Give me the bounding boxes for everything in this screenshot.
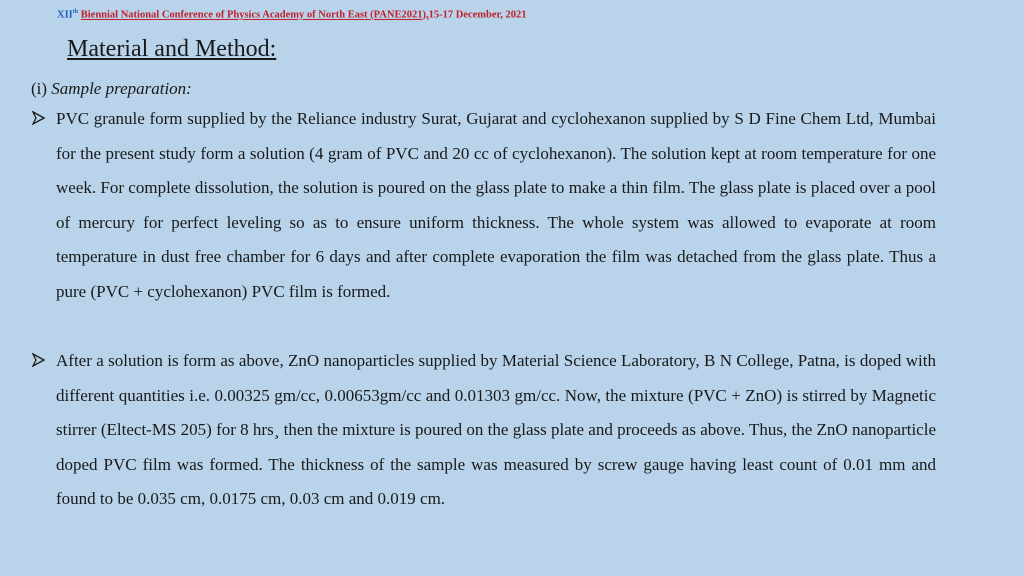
arrowhead-bullet-icon-svg <box>32 111 45 125</box>
header-dates: 15-17 December, 2021 <box>428 9 527 21</box>
paragraph-zno-doping: After a solution is form as above, ZnO nanoparticles supplied by Material Science Laboratory, B N College, Patna, is doped with different quantities i.e. 0.00325 gm/cc, 0.00653gm/cc and 0.01303 gm/cc. Now, the mixture (PVC + ZnO) is stirred by Magnetic stirrer (Eltect-MS 205) for 8 hrs¸ then the mixture is poured on the glass plate and proceeds as above. Thus, the ZnO nanoparticle doped PVC film was formed. The thickness of the sample was measured by screw gauge having least count of 0.01 mm and found to be 0.035 cm, 0.0175 cm, 0.03 cm and 0.019 cm. <box>56 351 936 509</box>
subheading-text: Sample preparation: <box>51 79 192 98</box>
paragraph-sample-preparation: PVC granule form supplied by the Reliance industry Surat, Gujarat and cyclohexanon supplied by S D Fine Chem Ltd, Mumbai for the present study form a solution (4 gram of PVC and 20 cc of cyclohexanon). The solution kept at room temperature for one week. For complete dissolution, the solution is poured on the glass plate to make a thin film. The glass plate is placed over a pool of mercury for perfect leveling so as to ensure uniform thickness. The whole system was allowed to evaporate at room temperature in dust free chamber for 6 days and after complete evaporation the film was detached from the glass plate. Thus a pure (PVC + cyclohexanon) PVC film is formed. <box>56 109 936 301</box>
arrowhead-bullet-icon <box>32 353 45 371</box>
arrowhead-bullet-icon <box>32 111 45 129</box>
subheading-number: (i) <box>31 79 48 98</box>
subheading <box>31 79 192 99</box>
header-edition-suffix: th <box>72 9 79 15</box>
conference-header <box>57 9 526 21</box>
page-title: Material and Method: <box>67 36 277 62</box>
arrowhead-bullet-icon-svg <box>32 353 45 367</box>
header-conference-name: Biennial National Conference of Physics Academy of North East (PANE2021), <box>80 9 429 21</box>
header-edition: XII <box>57 9 73 21</box>
